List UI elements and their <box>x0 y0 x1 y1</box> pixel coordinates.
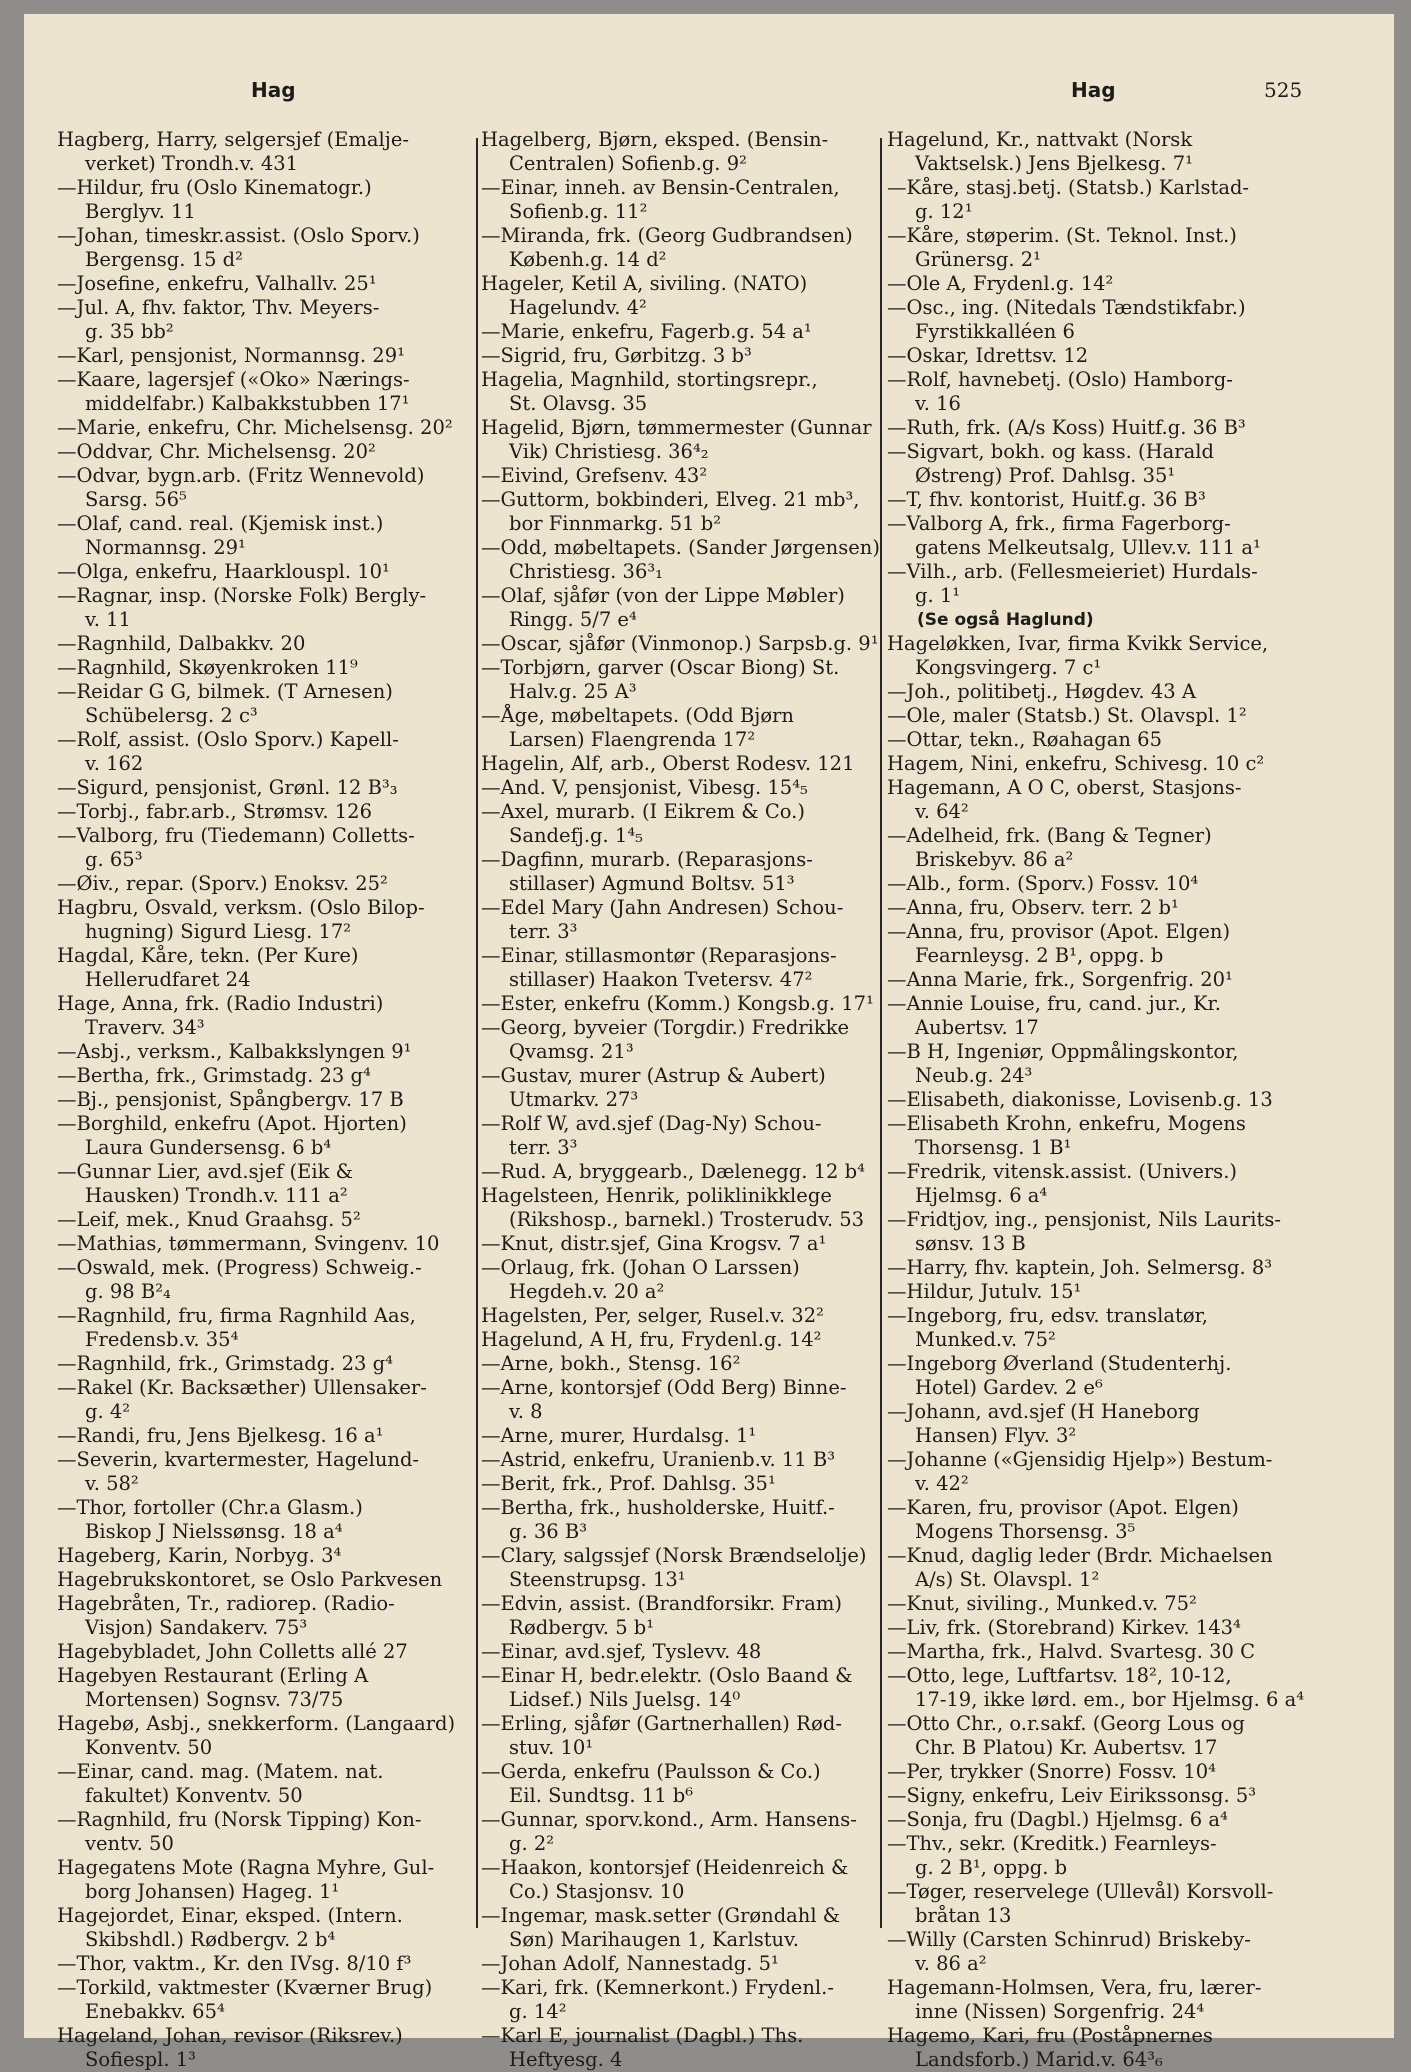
directory-entry: —Johann, avd.sjef (H Haneborg Hansen) Flyv. 3² <box>887 1400 1200 1447</box>
directory-entry: —Alb., form. (Sporv.) Fossv. 10⁴ <box>887 872 1199 895</box>
directory-entry: —Torbjørn, garver (Oscar Biong) St. Halv.g. 25 A³ <box>481 656 840 703</box>
directory-entry: —Axel, murarb. (I Eikrem & Co.) Sandefj.g. 1⁴₅ <box>481 800 805 847</box>
directory-entry: —Josefine, enkefru, Valhallv. 25¹ <box>57 272 377 295</box>
directory-entry: —Ragnhild, Skøyenkroken 11⁹ <box>57 656 358 679</box>
directory-entry: —Willy (Carsten Schinrud) Briskeby- v. 86 a² <box>887 1928 1251 1975</box>
directory-entry: —Johanne («Gjensidig Hjelp») Bestum- v. 42² <box>887 1448 1273 1495</box>
directory-entry: —Rolf W, avd.sjef (Dag-Ny) Schou- terr. 3³ <box>481 1112 822 1159</box>
directory-entry: —Edel Mary (Jahn Andresen) Schou- terr. 3³ <box>481 896 844 943</box>
cross-reference: (Se også Haglund) <box>917 610 1094 630</box>
directory-entry: —Guttorm, bokbinderi, Elveg. 21 mb³, bor Finnmarkg. 51 b² <box>481 488 860 535</box>
directory-entry: —Astrid, enkefru, Uranienb.v. 11 B³ <box>481 1448 836 1471</box>
center-running-header: Hag <box>1071 78 1116 102</box>
directory-entry: —Marie, enkefru, Chr. Michelsensg. 20² <box>57 416 453 439</box>
directory-entry: —Otto, lege, Luftfartsv. 18², 10-12, 17-19, ikke lørd. em., bor Hjelmsg. 6 a⁴ <box>887 1664 1305 1711</box>
directory-entry: —Rakel (Kr. Backsæther) Ullensaker- g. 4² <box>57 1376 427 1423</box>
directory-entry: —Karl, pensjonist, Normannsg. 29¹ <box>57 344 405 367</box>
directory-entry: Hagebyen Restaurant (Erling A Mortensen) Sognsv. 73/75 <box>57 1664 369 1711</box>
directory-entry: —Johan, timeskr.assist. (Oslo Sporv.) Bergensg. 15 d² <box>57 224 420 271</box>
directory-entry: —Rolf, havnebetj. (Oslo) Hamborg- v. 16 <box>887 368 1233 415</box>
directory-entry: —Einar H, bedr.elektr. (Oslo Baand & Lidsef.) Nils Juelsg. 14⁰ <box>481 1664 853 1711</box>
directory-entry: —Haakon, kontorsjef (Heidenreich & Co.) Stasjonsv. 10 <box>481 1856 849 1903</box>
directory-entry: —Miranda, frk. (Georg Gudbrandsen) Københ.g. 14 d² <box>481 224 853 271</box>
directory-entry: —Severin, kvartermester, Hagelund- v. 58² <box>57 1448 420 1495</box>
directory-entry: —Knud, daglig leder (Brdr. Michaelsen A/s) St. Olavspl. 1² <box>887 1544 1273 1591</box>
directory-entry: —Sigrid, fru, Gørbitzg. 3 b³ <box>481 344 752 367</box>
directory-entry: —Hildur, fru (Oslo Kinematogr.) Berglyv. 11 <box>57 176 372 223</box>
directory-entry: —Bertha, frk., Grimstadg. 23 g⁴ <box>57 1064 371 1087</box>
directory-entry: —Bj., pensjonist, Spångbergv. 17 B <box>57 1088 404 1111</box>
directory-entry: —Sigurd, pensjonist, Grønl. 12 B³₃ <box>57 776 398 799</box>
directory-entry: —Valborg, fru (Tiedemann) Colletts- g. 65³ <box>57 824 415 871</box>
directory-entry: Hagelsten, Per, selger, Rusel.v. 32² <box>481 1304 824 1327</box>
directory-entry: —Einar, inneh. av Bensin-Centralen, Sofienb.g. 11² <box>481 176 840 223</box>
directory-entry: —Ingeborg Øverland (Studenterhj. Hotel) Gardev. 2 e⁶ <box>887 1352 1232 1399</box>
directory-entry: —Arne, murer, Hurdalsg. 1¹ <box>481 1424 757 1447</box>
directory-entry: —Odd, møbeltapets. (Sander Jørgensen) Christiesg. 36³₁ <box>481 536 880 583</box>
directory-entry: —Ingemar, mask.setter (Grøndahl & Søn) Marihaugen 1, Karlstuv. <box>481 1904 841 1951</box>
directory-entry: —Borghild, enkefru (Apot. Hjorten) Laura Gundersensg. 6 b⁴ <box>57 1112 407 1159</box>
directory-entry: —Sigvart, bokh. og kass. (Harald Østreng) Prof. Dahlsg. 35¹ <box>887 440 1214 487</box>
directory-entry: —T, fhv. kontorist, Huitf.g. 36 B³ <box>887 488 1206 511</box>
directory-entry: —Ragnhild, fru (Norsk Tipping) Kon- ventv. 50 <box>57 1808 422 1855</box>
directory-entry: —Osc., ing. (Nitedals Tændstikfabr.) Fyrstikkalléen 6 <box>887 296 1246 343</box>
directory-entry: Hagebø, Asbj., snekkerform. (Langaard) Konventv. 50 <box>57 1712 456 1759</box>
directory-entry: —Åge, møbeltapets. (Odd Bjørn Larsen) Flaengrenda 17² <box>481 704 794 751</box>
directory-entry: —Marie, enkefru, Fagerb.g. 54 a¹ <box>481 320 812 343</box>
directory-entry: Hagebybladet, John Colletts allé 27 <box>57 1640 408 1663</box>
directory-entry: —Ragnhild, frk., Grimstadg. 23 g⁴ <box>57 1352 393 1375</box>
directory-entry: Hageler, Ketil A, siviling. (NATO) Hagelundv. 4² <box>481 272 808 319</box>
directory-entry: Hagbru, Osvald, verksm. (Oslo Bilop- hugning) Sigurd Liesg. 17² <box>57 896 425 943</box>
directory-entry: —Oskar, Idrettsv. 12 <box>887 344 1089 367</box>
directory-entry: —Reidar G G, bilmek. (T Arnesen) Schübelersg. 2 c³ <box>57 680 393 727</box>
directory-entry: Hagelid, Bjørn, tømmermester (Gunnar Vik) Christiesg. 36⁴₂ <box>481 416 872 463</box>
directory-entry: —Oddvar, Chr. Michelsensg. 20² <box>57 440 376 463</box>
directory-entry: —Oscar, sjåfør (Vinmonop.) Sarpsb.g. 9¹ <box>481 632 879 655</box>
page-number: 525 <box>1264 78 1303 102</box>
directory-entry: —Thv., sekr. (Kreditk.) Fearnleys- g. 2 B¹, oppg. b <box>887 1832 1217 1879</box>
directory-entry: —Karl E, journalist (Dagbl.) Ths. Heftyesg. 4 <box>481 2024 804 2071</box>
directory-entry: —Per, trykker (Snorre) Fossv. 10⁴ <box>887 1760 1216 1783</box>
column-1 <box>57 128 487 2071</box>
directory-entry: —Kåre, stasj.betj. (Statsb.) Karlstad- g. 12¹ <box>887 176 1250 223</box>
directory-page <box>24 14 1394 2071</box>
directory-entry: Hagem, Nini, enkefru, Schivesg. 10 c² <box>887 752 1265 775</box>
directory-entry: —Signy, enkefru, Leiv Eirikssonsg. 5³ <box>887 1784 1257 1807</box>
directory-entry: —Ragnar, insp. (Norske Folk) Bergly- v. 11 <box>57 584 427 631</box>
directory-entry: —Karen, fru, provisor (Apot. Elgen) Mogens Thorsensg. 3⁵ <box>887 1496 1239 1543</box>
directory-entry: —Adelheid, frk. (Bang & Tegner) Briskebyv. 86 a² <box>887 824 1212 871</box>
directory-entry: Hageland, Johan, revisor (Riksrev.) Sofiespl. 1³ <box>57 2024 403 2071</box>
directory-entry: Hagelund, Kr., nattvakt (Norsk Vaktselsk.) Jens Bjelkesg. 7¹ <box>887 128 1193 175</box>
directory-entry: —Kaare, lagersjef («Oko» Nærings- middelfabr.) Kalbakkstubben 17¹ <box>57 368 410 415</box>
directory-entry: —B H, Ingeniør, Oppmålingskontor, Neub.g. 24³ <box>887 1040 1239 1087</box>
directory-entry: —Gunnar Lier, avd.sjef (Eik & Hausken) Trondh.v. 111 a² <box>57 1160 353 1207</box>
directory-entry: —Ruth, frk. (A/s Koss) Huitf.g. 36 B³ <box>887 416 1246 439</box>
directory-entry: Hagberg, Harry, selgersjef (Emalje- verket) Trondh.v. 431 <box>57 128 409 175</box>
directory-entry: —Thor, fortoller (Chr.a Glasm.) Biskop J Nielssønsg. 18 a⁴ <box>57 1496 363 1543</box>
directory-entry: —Bertha, frk., husholderske, Huitf.- g. 36 B³ <box>481 1496 835 1543</box>
directory-entry: Hageberg, Karin, Norbyg. 3⁴ <box>57 1544 342 1567</box>
directory-entry: —Otto Chr., o.r.sakf. (Georg Lous og Chr. B Platou) Kr. Aubertsv. 17 <box>887 1712 1245 1759</box>
directory-entry: —Thor, vaktm., Kr. den IVsg. 8/10 f³ <box>57 1952 412 1975</box>
directory-entry: —Kåre, støperim. (St. Teknol. Inst.) Grünersg. 2¹ <box>887 224 1237 271</box>
directory-entry: —Elisabeth, diakonisse, Lovisenb.g. 13 <box>887 1088 1273 1111</box>
directory-entry: —Georg, byveier (Torgdir.) Fredrikke Qvamsg. 21³ <box>481 1016 850 1063</box>
directory-entry: Hagelsteen, Henrik, poliklinikklege (Rikshosp., barnekl.) Trosterudv. 53 <box>481 1184 865 1231</box>
directory-entry: —Jul. A, fhv. faktor, Thv. Meyers- g. 35 bb² <box>57 296 380 343</box>
column-2 <box>481 128 903 2071</box>
directory-entry: —Orlaug, frk. (Johan O Larssen) Hegdeh.v. 20 a² <box>481 1256 800 1303</box>
directory-entry: —Johan Adolf, Nannestadg. 5¹ <box>481 1952 779 1975</box>
directory-entry: —Clary, salgssjef (Norsk Brændselolje) Steenstrupsg. 13¹ <box>481 1544 867 1591</box>
directory-entry: —Gunnar, sporv.kond., Arm. Hansens- g. 2² <box>481 1808 857 1855</box>
directory-entry: —Erling, sjåfør (Gartnerhallen) Rød- stuv. 10¹ <box>481 1712 842 1759</box>
directory-entry: Hagelund, A H, fru, Frydenl.g. 14² <box>481 1328 822 1351</box>
directory-entry: —Torbj., fabr.arb., Strømsv. 126 <box>57 800 372 823</box>
directory-entry: —Randi, fru, Jens Bjelkesg. 16 a¹ <box>57 1424 384 1447</box>
directory-entry: —Olga, enkefru, Haarklouspl. 10¹ <box>57 560 390 583</box>
directory-entry: —Olaf, cand. real. (Kjemisk inst.) Normannsg. 29¹ <box>57 512 384 559</box>
directory-entry: Hagemo, Kari, fru (Poståpnernes Landsforb.) Marid.v. 64³₆ <box>887 2024 1213 2071</box>
directory-entry: —Arne, kontorsjef (Odd Berg) Binne- v. 8 <box>481 1376 847 1423</box>
directory-entry: —Leif, mek., Knud Graahsg. 5² <box>57 1208 361 1231</box>
directory-entry: —Ragnhild, fru, firma Ragnhild Aas, Fredensb.v. 35⁴ <box>57 1304 416 1351</box>
directory-entry: —Anna, fru, Observ. terr. 2 b¹ <box>887 896 1179 919</box>
directory-entry: —Gustav, murer (Astrup & Aubert) Utmarkv. 27³ <box>481 1064 826 1111</box>
directory-entry: —Ole A, Frydenl.g. 14² <box>887 272 1114 295</box>
directory-entry: Hagelia, Magnhild, stortingsrepr., St. Olavsg. 35 <box>481 368 818 415</box>
directory-entry: —Fridtjov, ing., pensjonist, Nils Laurits- sønsv. 13 B <box>887 1208 1281 1255</box>
directory-entry: —Gerda, enkefru (Paulsson & Co.) Eil. Sundtsg. 11 b⁶ <box>481 1760 821 1807</box>
directory-entry: —Einar, cand. mag. (Matem. nat. fakultet) Konventv. 50 <box>57 1760 384 1807</box>
directory-entry: —Ester, enkefru (Komm.) Kongsb.g. 17¹ <box>481 992 874 1015</box>
directory-entry: —Valborg A, frk., firma Fagerborg- gatens Melkeutsalg, Ullev.v. 111 a¹ <box>887 512 1261 559</box>
directory-entry: —Mathias, tømmermann, Svingenv. 10 <box>57 1232 440 1255</box>
directory-entry: Hagebrukskontoret, se Oslo Parkvesen <box>57 1568 443 1591</box>
directory-entry: Hageløkken, Ivar, firma Kvikk Service, Kongsvingerg. 7 c¹ <box>887 632 1269 679</box>
directory-entry: —Kari, frk. (Kemnerkont.) Frydenl.- g. 14² <box>481 1976 834 2023</box>
directory-entry: Hagdal, Kåre, tekn. (Per Kure) Hellerudfaret 24 <box>57 944 359 991</box>
directory-entry: —Ottar, tekn., Røahagan 65 <box>887 728 1162 751</box>
directory-entry: —Fredrik, vitensk.assist. (Univers.) Hjelmsg. 6 a⁴ <box>887 1160 1238 1207</box>
directory-entry: —Vilh., arb. (Fellesmeieriet) Hurdals- g. 1¹ <box>887 560 1258 607</box>
directory-entry: Hagegatens Mote (Ragna Myhre, Gul- borg Johansen) Hageg. 1¹ <box>57 1856 435 1903</box>
directory-entry: —Rolf, assist. (Oslo Sporv.) Kapell- v. 162 <box>57 728 399 775</box>
directory-entry: —Knut, siviling., Munked.v. 75² <box>887 1592 1197 1615</box>
directory-entry: —Oswald, mek. (Progress) Schweig.- g. 98 B²₄ <box>57 1256 422 1303</box>
directory-entry: —Ragnhild, Dalbakkv. 20 <box>57 632 306 655</box>
directory-entry: —Sonja, fru (Dagbl.) Hjelmsg. 6 a⁴ <box>887 1808 1228 1831</box>
directory-entry: —Einar, stillasmontør (Reparasjons- stillaser) Haakon Tvetersv. 47² <box>481 944 837 991</box>
directory-entry: —Tøger, reservelege (Ullevål) Korsvoll- bråtan 13 <box>887 1880 1274 1927</box>
directory-entry: —Torkild, vaktmester (Kværner Brug) Enebakkv. 65⁴ <box>57 1976 433 2023</box>
directory-entry: —And. V, pensjonist, Vibesg. 15⁴₅ <box>481 776 808 799</box>
directory-entry: —Hildur, Jutulv. 15¹ <box>887 1280 1082 1303</box>
directory-entry: Hagejordet, Einar, eksped. (Intern. Skibshdl.) Rødbergv. 2 b⁴ <box>57 1904 403 1951</box>
directory-entry: —Asbj., verksm., Kalbakkslyngen 9¹ <box>57 1040 412 1063</box>
directory-entry: —Harry, fhv. kaptein, Joh. Selmersg. 8³ <box>887 1256 1273 1279</box>
directory-entry: —Anna, fru, provisor (Apot. Elgen) Fearnleysg. 2 B¹, oppg. b <box>887 920 1231 967</box>
directory-entry: —Knut, distr.sjef, Gina Krogsv. 7 a¹ <box>481 1232 827 1255</box>
directory-entry: —Arne, bokh., Stensg. 16² <box>481 1352 741 1375</box>
directory-entry: —Olaf, sjåfør (von der Lippe Møbler) Ringg. 5/7 e⁴ <box>481 584 845 631</box>
directory-entry: —Elisabeth Krohn, enkefru, Mogens Thorsensg. 1 B¹ <box>887 1112 1246 1159</box>
left-running-header: Hag <box>251 78 296 102</box>
directory-entry: —Liv, frk. (Storebrand) Kirkev. 143⁴ <box>887 1616 1241 1639</box>
directory-entry: —Joh., politibetj., Høgdev. 43 A <box>887 680 1196 703</box>
directory-entry: Hagemann, A O C, oberst, Stasjons- v. 64² <box>887 776 1242 823</box>
directory-entry: —Martha, frk., Halvd. Svartesg. 30 C <box>887 1640 1256 1663</box>
directory-entry: —Eivind, Grefsenv. 43² <box>481 464 708 487</box>
column-3 <box>887 128 1329 2071</box>
directory-entry: Hage, Anna, frk. (Radio Industri) Traverv. 34³ <box>57 992 384 1039</box>
directory-entry: —Einar, avd.sjef, Tyslevv. 48 <box>481 1640 762 1663</box>
directory-entry: Hagebråten, Tr., radiorep. (Radio- Visjon) Sandakerv. 75³ <box>57 1592 395 1639</box>
directory-entry: —Dagfinn, murarb. (Reparasjons- stillaser) Agmund Boltsv. 51³ <box>481 848 813 895</box>
directory-entry: —Øiv., repar. (Sporv.) Enoksv. 25² <box>57 872 388 895</box>
directory-entry: —Rud. A, bryggearb., Dælenegg. 12 b⁴ <box>481 1160 865 1183</box>
directory-entry: —Ole, maler (Statsb.) St. Olavspl. 1² <box>887 704 1247 727</box>
directory-entry: —Odvar, bygn.arb. (Fritz Wennevold) Sarsg. 56⁵ <box>57 464 425 511</box>
directory-entry: Hagelberg, Bjørn, eksped. (Bensin- Centralen) Sofienb.g. 9² <box>481 128 829 175</box>
directory-entry: —Edvin, assist. (Brandforsikr. Fram) Rødbergv. 5 b¹ <box>481 1592 842 1639</box>
directory-entry: Hagelin, Alf, arb., Oberst Rodesv. 121 <box>481 752 855 775</box>
directory-entry: —Annie Louise, fru, cand. jur., Kr. Aubertsv. 17 <box>887 992 1221 1039</box>
directory-entry: —Ingeborg, fru, edsv. translatør, Munked.v. 75² <box>887 1304 1208 1351</box>
directory-entry: —Anna Marie, frk., Sorgenfrig. 20¹ <box>887 968 1233 991</box>
directory-entry: Hagemann-Holmsen, Vera, fru, lærer- inne (Nissen) Sorgenfrig. 24⁴ <box>887 1976 1262 2023</box>
directory-entry: —Berit, frk., Prof. Dahlsg. 35¹ <box>481 1472 776 1495</box>
